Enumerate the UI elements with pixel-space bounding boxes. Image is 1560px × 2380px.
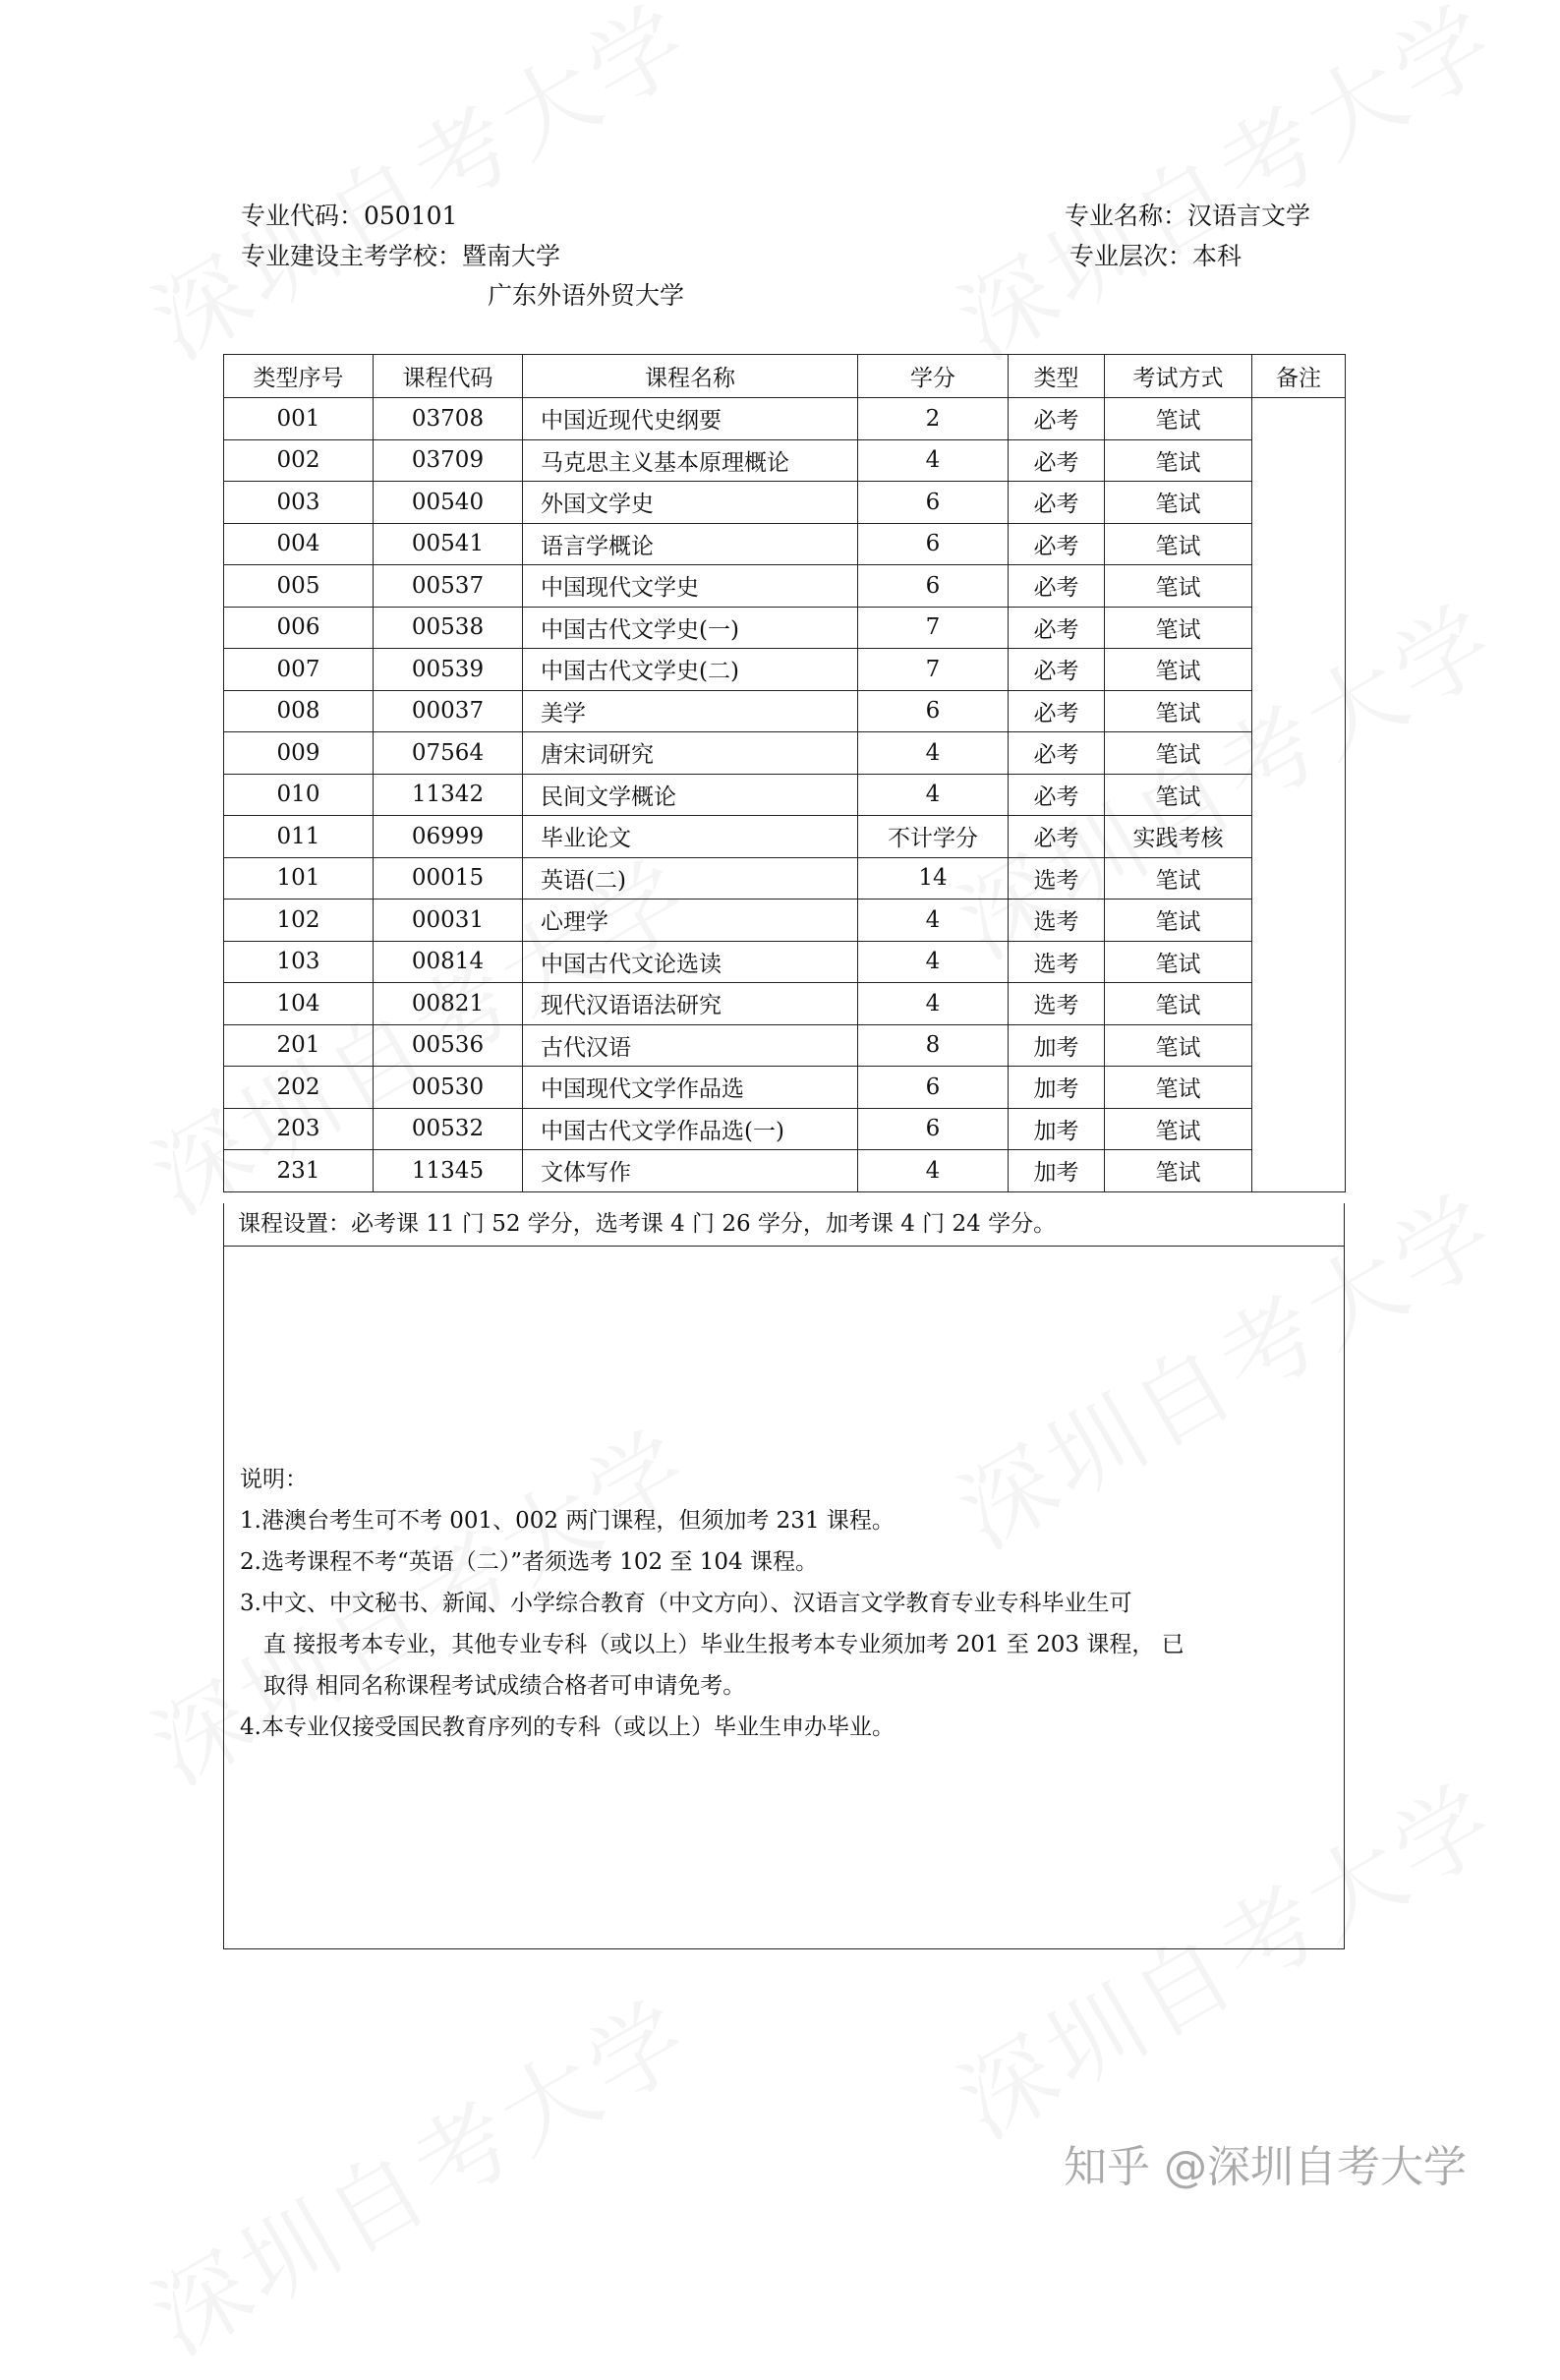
- cell-credit: 4: [858, 774, 1009, 816]
- table-row: [224, 774, 1346, 816]
- table-row: [224, 565, 1346, 608]
- cell-seq: 002: [224, 439, 374, 482]
- cell-credit: 6: [858, 565, 1009, 608]
- schools-label: 专业建设主考学校：暨南大学: [241, 242, 561, 270]
- cell-exam: 笔试: [1105, 1067, 1252, 1109]
- cell-seq: 231: [224, 1150, 374, 1192]
- table-header-row: [224, 355, 1346, 398]
- cell-seq: 006: [224, 607, 374, 649]
- watermark-text: [125, 1962, 714, 2380]
- zhihu-brand-watermark: 知乎 @深圳自考大学: [1064, 2142, 1467, 2192]
- table-row: [224, 857, 1346, 900]
- cell-credit: 4: [858, 1150, 1009, 1192]
- cell-exam: 笔试: [1105, 690, 1252, 732]
- cell-credit: 2: [858, 398, 1009, 440]
- cell-code: 00536: [374, 1024, 523, 1067]
- table-row: [224, 1067, 1346, 1109]
- cell-seq: 203: [224, 1108, 374, 1150]
- cell-seq: 102: [224, 900, 374, 942]
- major-code: 专业代码：050101: [241, 202, 458, 230]
- table-row: [224, 690, 1346, 732]
- note-line: 2.选考课程不考“英语（二）”者须选考 102 至 104 课程。: [240, 1549, 819, 1575]
- cell-exam: 笔试: [1105, 607, 1252, 649]
- cell-type: 必考: [1009, 523, 1105, 565]
- cell-type: 必考: [1009, 690, 1105, 732]
- cell-name: 古代汉语: [523, 1024, 858, 1067]
- cell-name: 唐宋词研究: [523, 732, 858, 775]
- cell-credit: 6: [858, 523, 1009, 565]
- cell-type: 加考: [1009, 1024, 1105, 1067]
- cell-exam: 笔试: [1105, 565, 1252, 608]
- table-row: [224, 1024, 1346, 1067]
- table-row: [224, 649, 1346, 691]
- cell-code: 11342: [374, 774, 523, 816]
- cell-credit: 7: [858, 607, 1009, 649]
- cell-seq: 010: [224, 774, 374, 816]
- cell-name: 中国现代文学作品选: [523, 1067, 858, 1109]
- cell-name: 美学: [523, 690, 858, 732]
- cell-exam: 笔试: [1105, 398, 1252, 440]
- note-line: 1.港澳台考生可不考 001、002 两门课程，但须加考 231 课程。: [240, 1508, 895, 1534]
- cell-exam: 笔试: [1105, 774, 1252, 816]
- cell-code: 00821: [374, 983, 523, 1025]
- cell-code: 11345: [374, 1150, 523, 1192]
- cell-type: 必考: [1009, 816, 1105, 858]
- cell-name: 马克思主义基本原理概论: [523, 439, 858, 482]
- watermark-text: [931, 0, 1520, 384]
- cell-credit: 6: [858, 1067, 1009, 1109]
- cell-credit: 7: [858, 649, 1009, 691]
- cell-type: 选考: [1009, 983, 1105, 1025]
- cell-seq: 007: [224, 649, 374, 691]
- course-table: [223, 354, 1346, 1192]
- cell-name: 英语(二): [523, 857, 858, 900]
- cell-name: 文体写作: [523, 1150, 858, 1192]
- cell-credit: 4: [858, 900, 1009, 942]
- major-name: 专业名称：汉语言文学: [1065, 202, 1311, 230]
- cell-credit: 4: [858, 941, 1009, 983]
- cell-credit: 4: [858, 439, 1009, 482]
- cell-exam: 笔试: [1105, 857, 1252, 900]
- cell-exam: 笔试: [1105, 523, 1252, 565]
- cell-name: 语言学概论: [523, 523, 858, 565]
- cell-code: 06999: [374, 816, 523, 858]
- cell-code: 00537: [374, 565, 523, 608]
- cell-code: 00540: [374, 482, 523, 524]
- note-line: 3.中文、中文秘书、新闻、小学综合教育（中文方向）、汉语言文学教育专业专科毕业生可: [240, 1591, 1132, 1616]
- watermark-text: [125, 0, 714, 384]
- cell-credit: 6: [858, 482, 1009, 524]
- cell-type: 加考: [1009, 1067, 1105, 1109]
- cell-credit: 4: [858, 983, 1009, 1025]
- cell-type: 必考: [1009, 732, 1105, 775]
- cell-name: 中国古代文学作品选(一): [523, 1108, 858, 1150]
- cell-name: 中国近现代史纲要: [523, 398, 858, 440]
- cell-credit: 14: [858, 857, 1009, 900]
- cell-type: 加考: [1009, 1150, 1105, 1192]
- cell-name: 中国古代文学史(二): [523, 649, 858, 691]
- cell-seq: 004: [224, 523, 374, 565]
- cell-code: 00814: [374, 941, 523, 983]
- cell-credit: 不计学分: [858, 816, 1009, 858]
- cell-type: 选考: [1009, 900, 1105, 942]
- cell-exam: 笔试: [1105, 732, 1252, 775]
- cell-seq: 001: [224, 398, 374, 440]
- cell-seq: 103: [224, 941, 374, 983]
- cell-seq: 101: [224, 857, 374, 900]
- cell-exam: 笔试: [1105, 1024, 1252, 1067]
- cell-type: 必考: [1009, 482, 1105, 524]
- table-row: [224, 941, 1346, 983]
- cell-code: 00015: [374, 857, 523, 900]
- header-credit: 学分: [858, 355, 1009, 398]
- cell-exam: 笔试: [1105, 482, 1252, 524]
- cell-exam: 笔试: [1105, 983, 1252, 1025]
- cell-exam: 笔试: [1105, 900, 1252, 942]
- cell-seq: 011: [224, 816, 374, 858]
- cell-code: 00532: [374, 1108, 523, 1150]
- table-row: [224, 900, 1346, 942]
- note-line: 4.本专业仅接受国民教育序列的专科（或以上）毕业生申办毕业。: [240, 1714, 895, 1740]
- major-level: 专业层次：本科: [1069, 242, 1242, 270]
- header-type: 类型: [1009, 355, 1105, 398]
- cell-seq: 005: [224, 565, 374, 608]
- cell-name: 民间文学概论: [523, 774, 858, 816]
- cell-type: 必考: [1009, 398, 1105, 440]
- cell-exam: 笔试: [1105, 1108, 1252, 1150]
- cell-code: 00541: [374, 523, 523, 565]
- cell-type: 必考: [1009, 439, 1105, 482]
- note-line: 取得 相同名称课程考试成绩合格者可申请免考。: [263, 1673, 746, 1699]
- cell-seq: 003: [224, 482, 374, 524]
- cell-type: 加考: [1009, 1108, 1105, 1150]
- header-note: 备注: [1252, 355, 1346, 398]
- cell-code: 07564: [374, 732, 523, 775]
- cell-code: 03709: [374, 439, 523, 482]
- cell-exam: 笔试: [1105, 1150, 1252, 1192]
- table-row: [224, 398, 1346, 440]
- cell-seq: 009: [224, 732, 374, 775]
- cell-code: 03708: [374, 398, 523, 440]
- cell-seq: 104: [224, 983, 374, 1025]
- cell-name: 现代汉语语法研究: [523, 983, 858, 1025]
- cell-exam: 实践考核: [1105, 816, 1252, 858]
- cell-type: 必考: [1009, 774, 1105, 816]
- table-row: [224, 983, 1346, 1025]
- cell-seq: 201: [224, 1024, 374, 1067]
- cell-type: 选考: [1009, 857, 1105, 900]
- table-row: [224, 523, 1346, 565]
- cell-type: 选考: [1009, 941, 1105, 983]
- table-row: [224, 1150, 1346, 1192]
- cell-type: 必考: [1009, 565, 1105, 608]
- cell-code: 00538: [374, 607, 523, 649]
- cell-name: 中国现代文学史: [523, 565, 858, 608]
- cell-exam: 笔试: [1105, 649, 1252, 691]
- notes-box: [223, 1247, 1345, 1949]
- cell-type: 必考: [1009, 649, 1105, 691]
- cell-credit: 6: [858, 1108, 1009, 1150]
- cell-type: 必考: [1009, 607, 1105, 649]
- cell-code: 00530: [374, 1067, 523, 1109]
- cell-code: 00037: [374, 690, 523, 732]
- table-row: [224, 1108, 1346, 1150]
- table-row: [224, 482, 1346, 524]
- cell-name: 心理学: [523, 900, 858, 942]
- header-exam: 考试方式: [1105, 355, 1252, 398]
- cell-credit: 4: [858, 732, 1009, 775]
- table-row: [224, 732, 1346, 775]
- school-second: 广东外语外贸大学: [488, 281, 685, 310]
- cell-name: 中国古代文学史(一): [523, 607, 858, 649]
- note-line: 直 接报考本专业，其他专业专科（或以上）毕业生报考本专业须加考 201 至 203 课程， 已: [263, 1632, 1184, 1657]
- table-row: [224, 439, 1346, 482]
- notes-title: 说明：: [240, 1467, 308, 1492]
- cell-code: 00031: [374, 900, 523, 942]
- cell-name: 外国文学史: [523, 482, 858, 524]
- table-row: [224, 607, 1346, 649]
- cell-credit: 6: [858, 690, 1009, 732]
- header-seq: 类型序号: [224, 355, 374, 398]
- cell-exam: 笔试: [1105, 439, 1252, 482]
- cell-seq: 202: [224, 1067, 374, 1109]
- cell-code: 00539: [374, 649, 523, 691]
- cell-exam: 笔试: [1105, 941, 1252, 983]
- cell-credit: 8: [858, 1024, 1009, 1067]
- course-summary: 课程设置：必考课 11 门 52 学分，选考课 4 门 26 学分，加考课 4 门 24 学分。: [223, 1203, 1345, 1247]
- header-name: 课程名称: [523, 355, 858, 398]
- cell-name: 中国古代文论选读: [523, 941, 858, 983]
- cell-name: 毕业论文: [523, 816, 858, 858]
- cell-note: [1252, 398, 1346, 1192]
- cell-seq: 008: [224, 690, 374, 732]
- table-row: [224, 816, 1346, 858]
- header-code: 课程代码: [374, 355, 523, 398]
